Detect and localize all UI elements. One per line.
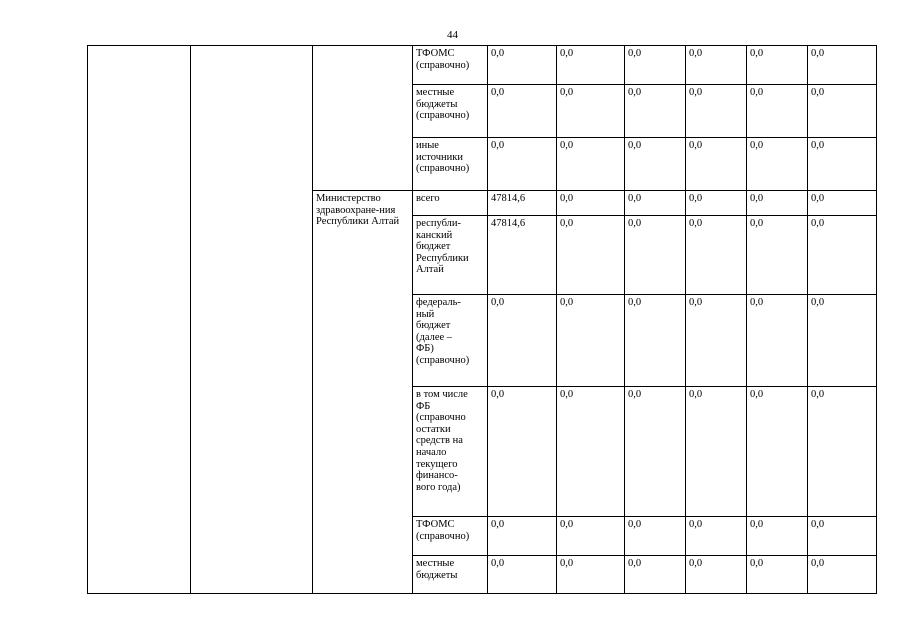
funding-source-cell: ТФОМС (справочно) bbox=[413, 46, 488, 85]
value-cell: 47814,6 bbox=[488, 191, 557, 216]
budget-table bbox=[87, 45, 877, 594]
value-cell: 0,0 bbox=[808, 517, 877, 556]
value-cell: 0,0 bbox=[808, 85, 877, 138]
value-cell: 0,0 bbox=[747, 387, 808, 517]
value-cell: 0,0 bbox=[686, 517, 747, 556]
value-cell: 0,0 bbox=[686, 556, 747, 594]
table-row bbox=[88, 46, 877, 85]
value-cell: 0,0 bbox=[747, 517, 808, 556]
value-cell: 0,0 bbox=[625, 216, 686, 295]
value-cell: 0,0 bbox=[557, 191, 625, 216]
value-cell: 0,0 bbox=[747, 191, 808, 216]
value-cell: 0,0 bbox=[488, 517, 557, 556]
value-cell: 0,0 bbox=[747, 295, 808, 387]
value-cell: 0,0 bbox=[488, 46, 557, 85]
value-cell: 47814,6 bbox=[488, 216, 557, 295]
value-cell: 0,0 bbox=[488, 85, 557, 138]
value-cell: 0,0 bbox=[488, 138, 557, 191]
funding-source-cell: местные бюджеты bbox=[413, 556, 488, 594]
value-cell: 0,0 bbox=[625, 295, 686, 387]
value-cell: 0,0 bbox=[808, 191, 877, 216]
value-cell: 0,0 bbox=[747, 556, 808, 594]
value-cell: 0,0 bbox=[808, 138, 877, 191]
value-cell: 0,0 bbox=[808, 295, 877, 387]
value-cell: 0,0 bbox=[557, 387, 625, 517]
value-cell: 0,0 bbox=[747, 216, 808, 295]
value-cell: 0,0 bbox=[557, 138, 625, 191]
value-cell: 0,0 bbox=[625, 46, 686, 85]
value-cell: 0,0 bbox=[686, 295, 747, 387]
value-cell: 0,0 bbox=[686, 216, 747, 295]
value-cell: 0,0 bbox=[686, 191, 747, 216]
value-cell: 0,0 bbox=[747, 138, 808, 191]
value-cell: 0,0 bbox=[488, 387, 557, 517]
value-cell: 0,0 bbox=[488, 556, 557, 594]
value-cell: 0,0 bbox=[557, 46, 625, 85]
value-cell: 0,0 bbox=[747, 46, 808, 85]
value-cell: 0,0 bbox=[747, 85, 808, 138]
value-cell: 0,0 bbox=[557, 85, 625, 138]
value-cell: 0,0 bbox=[625, 191, 686, 216]
value-cell: 0,0 bbox=[808, 216, 877, 295]
funding-source-cell: ТФОМС (справочно) bbox=[413, 517, 488, 556]
funding-source-cell: местные бюджеты (справочно) bbox=[413, 85, 488, 138]
funding-source-cell: федераль- ный бюджет (далее – ФБ) (справочно) bbox=[413, 295, 488, 387]
value-cell: 0,0 bbox=[625, 556, 686, 594]
value-cell: 0,0 bbox=[625, 138, 686, 191]
empty-cell-col1 bbox=[88, 46, 191, 594]
value-cell: 0,0 bbox=[488, 295, 557, 387]
value-cell: 0,0 bbox=[808, 387, 877, 517]
empty-cell-col2 bbox=[191, 46, 313, 594]
value-cell: 0,0 bbox=[686, 85, 747, 138]
value-cell: 0,0 bbox=[686, 138, 747, 191]
funding-source-cell: иные источники (справочно) bbox=[413, 138, 488, 191]
funding-source-cell: в том числе ФБ (справочно остатки средств на начало текущего финансо- вого года) bbox=[413, 387, 488, 517]
value-cell: 0,0 bbox=[625, 387, 686, 517]
value-cell: 0,0 bbox=[686, 46, 747, 85]
organization-cell: Министерство здравоохране-ния Республики Алтай bbox=[313, 191, 413, 594]
value-cell: 0,0 bbox=[686, 387, 747, 517]
funding-source-cell: всего bbox=[413, 191, 488, 216]
page-number: 44 bbox=[447, 29, 458, 41]
value-cell: 0,0 bbox=[808, 556, 877, 594]
value-cell: 0,0 bbox=[625, 85, 686, 138]
empty-cell-col3 bbox=[313, 46, 413, 191]
value-cell: 0,0 bbox=[557, 556, 625, 594]
funding-source-cell: республи- канский бюджет Республики Алтай bbox=[413, 216, 488, 295]
value-cell: 0,0 bbox=[808, 46, 877, 85]
value-cell: 0,0 bbox=[557, 295, 625, 387]
value-cell: 0,0 bbox=[557, 216, 625, 295]
value-cell: 0,0 bbox=[557, 517, 625, 556]
value-cell: 0,0 bbox=[625, 517, 686, 556]
